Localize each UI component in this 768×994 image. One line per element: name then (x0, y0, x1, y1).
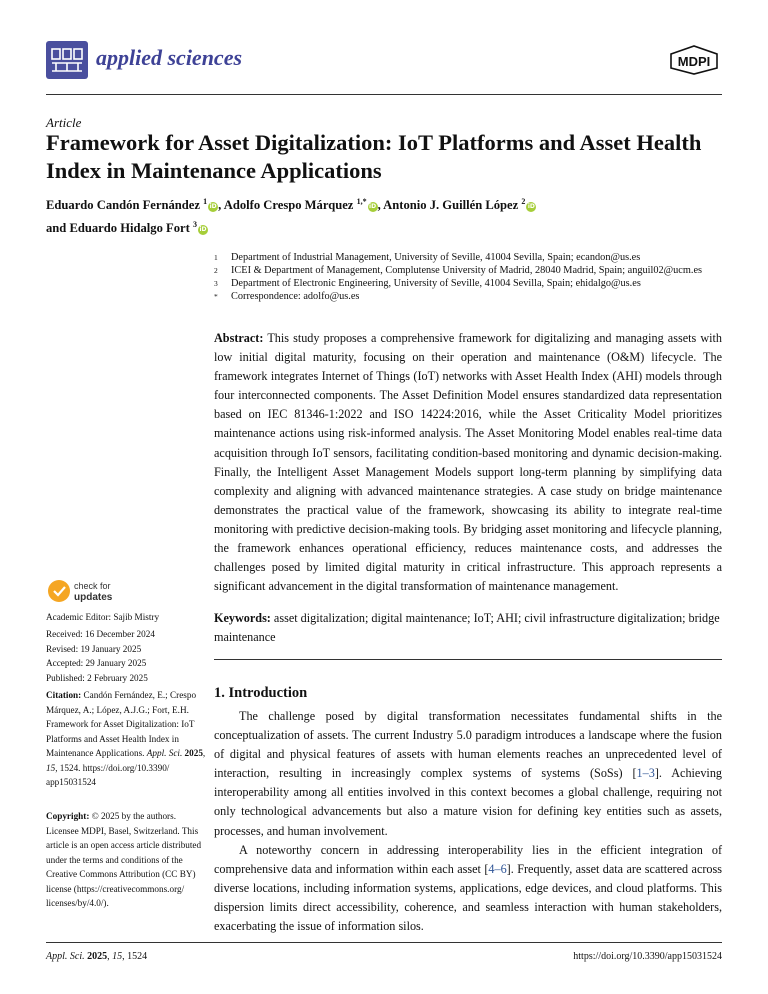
orcid-icon[interactable]: iD (369, 203, 377, 211)
abstract-text: This study proposes a comprehensive framework for digitalizing and managing assets with low initial digital maturity, focusing on their operation and maintenance (O&M) lifecycle. The framework integrates Internet of Things (IoT) networks with Asset Health Index (AHI) models through four interconnected components. The Asset Definition Model ensures standardized data representation based on IEC 81346-1:2022 and ISO 14224:2016, while the Asset Criticality Model prioritizes maintenance actions using risk-informed analysis. The Asset Monitoring Model enables real-time data acquisition through IoT sensors, facilitating condition-based monitoring and dynamic decision-making. Finally, the Intelligent Asset Management Models support long-term planning by simplifying data complexity and aligning with advanced maintenance strategies. A case study on bridge maintenance demonstrates the practical value of the framework, showcasing its ability to integrate real-time monitoring with predictive decision-making tools. By bridging asset monitoring and lifecycle planning, the framework enhances operational efficiency, reduces maintenance costs, and addresses the challenges posed by limited digital maturity in critical infrastructure. This approach represents a significant advancement in the digital transformation of maintenance management. (214, 331, 723, 594)
orcid-icon[interactable]: iD (199, 226, 207, 234)
author-name: Antonio J. Guillén López (383, 198, 519, 213)
affiliations (214, 251, 734, 303)
author-list: Eduardo Candón Fernández $^1$iD, Adolfo Crespo Márquez $^{1,*}$iD, Antonio J. Guillén López $^2$iD and Eduardo Hidalgo Fort $^3$iD (46, 197, 535, 236)
abstract: Abstract: This study proposes a comprehensive framework for digitalizing and managing assets with low initial digital maturity, focusing on their operation and maintenance (O&M) lifecycle. The framework integrates Internet of Things (IoT) networks with Asset Health Index (AHI) models through four interconnected components. The Asset Definition Model ensures standardized data representation based on IEC 81346-1:2022 and ISO 14224:2016, while the Asset Criticality Model prioritizes maintenance actions using risk-informed analysis. The Asset Monitoring Model enables real-time data acquisition through IoT sensors, facilitating condition-based monitoring and dynamic decision-making. Finally, the Intelligent Asset Management Models support long-term planning by simplifying data complexity and aligning with advanced maintenance strategies. A case study on bridge maintenance demonstrates the practical value of the framework, showcasing its ability to integrate real-time monitoring with predictive decision-making tools. By bridging asset monitoring and lifecycle planning, the framework enhances operational efficiency, reduces maintenance costs, and addresses the challenges posed by limited digital maturity in critical infrastructure. This approach represents a significant advancement in the digital transformation of maintenance management. (214, 331, 723, 594)
footer-rule (46, 942, 722, 943)
citation-link[interactable]: 4–6 (488, 861, 507, 876)
check-for-updates-badge[interactable] (46, 577, 136, 610)
footer-doi[interactable]: https://doi.org/10.3390/app15031524 (573, 951, 722, 962)
paragraph: The challenge posed by digital transformation necessitates fundamental shifts in the conceptualization of assets. The current Industry 5.0 paradigm introduces a landscape where the fusion of digital and physical features of assets with human elements reaches an unprecedented level of interaction, resulting in increasingly complex systems of systems (SoSs) [1–3]. Achieving interoperability among all entities involved in this context becomes a global challenge, requiring not only technological advancements but also a mature vision for defining key entities such as assets, processes, and human involvement. (214, 709, 723, 838)
svg-text:check for: check for (74, 581, 111, 591)
mdpi-logo (665, 44, 723, 81)
author-name: Adolfo Crespo Márquez (223, 198, 354, 213)
affiliation: 3 Department of Electronic Engineering, University of Seville, 41004 Sevilla, Spain; ehidalgo@us.es (214, 278, 641, 289)
article-title: Framework for Asset Digitalization: IoT Platforms and Asset Health Index in Maintenance Applications (46, 130, 702, 183)
academic-editor: Academic Editor: Sajib Mistry (46, 612, 160, 622)
paragraph: A noteworthy concern in addressing interoperability lies in the efficient integration of comprehensive data and information within each asset [4–6]. Frequently, asset data are scattered across diverse locations, including information systems, applications, edge devices, and cloud platforms. This dispersion limits direct accessibility, coherence, and seamless interaction with human stakeholders, exacerbating the issue of information silos. (214, 842, 722, 934)
svg-text:updates: updates (74, 592, 113, 603)
footer-citation: Appl. Sci. 2025, 15, 1524 (46, 951, 148, 962)
copyright: Copyright: © 2025 by the authors. Licensee MDPI, Basel, Switzerland. This article is an open access article distributed under the terms and conditions of the Creative Commons Attribution (CC BY) license (https://creativecommons.org/ licenses/by/4.0/). (46, 811, 202, 908)
author-name: Eduardo Hidalgo Fort (69, 221, 190, 236)
correspondence: * Correspondence: adolfo@us.es (214, 291, 360, 302)
journal-name: applied sciences (96, 45, 243, 70)
header-rule (46, 94, 722, 95)
publication-dates: Received: 16 December 2024 Revised: 19 January 2025 Accepted: 29 January 2025 Published: 2 February 2025 (46, 629, 155, 683)
orcid-icon[interactable]: iD (209, 203, 217, 211)
article-type: Article (46, 115, 82, 130)
introduction-body (214, 707, 722, 936)
keywords-text: asset digitalization; digital maintenance; IoT; AHI; civil infrastructure digitalization; bridge maintenance (214, 611, 720, 644)
svg-text:MDPI: MDPI (677, 54, 711, 69)
section-heading: 1. Introduction (214, 685, 308, 701)
journal-logo (46, 41, 88, 79)
keywords: Keywords: asset digitalization; digital maintenance; IoT; AHI; civil infrastructure digitalization; bridge maintenance (214, 611, 720, 644)
affiliation: 1 Department of Industrial Management, University of Seville, 41004 Sevilla, Spain; ecandon@us.es (214, 252, 641, 263)
section-rule (214, 659, 722, 660)
citation: Citation: Candón Fernández, E.; Crespo Márquez, A.; López, A.J.G.; Fort, E.H. Framework for Asset Digitalization: IoT Platforms and Asset Health Index in Maintenance Applications. Appl. Sci. 2025, 15, 1524. https://doi.org/10.3390/ app15031524 (46, 690, 206, 787)
orcid-icon[interactable]: iD (527, 203, 535, 211)
author-name: Eduardo Candón Fernández (46, 198, 200, 213)
citation-link[interactable]: 1–3 (636, 766, 655, 781)
affiliation: 2 ICEI & Department of Management, Complutense University of Madrid, 28040 Madrid, Spain; anguil02@ucm.es (214, 265, 703, 276)
